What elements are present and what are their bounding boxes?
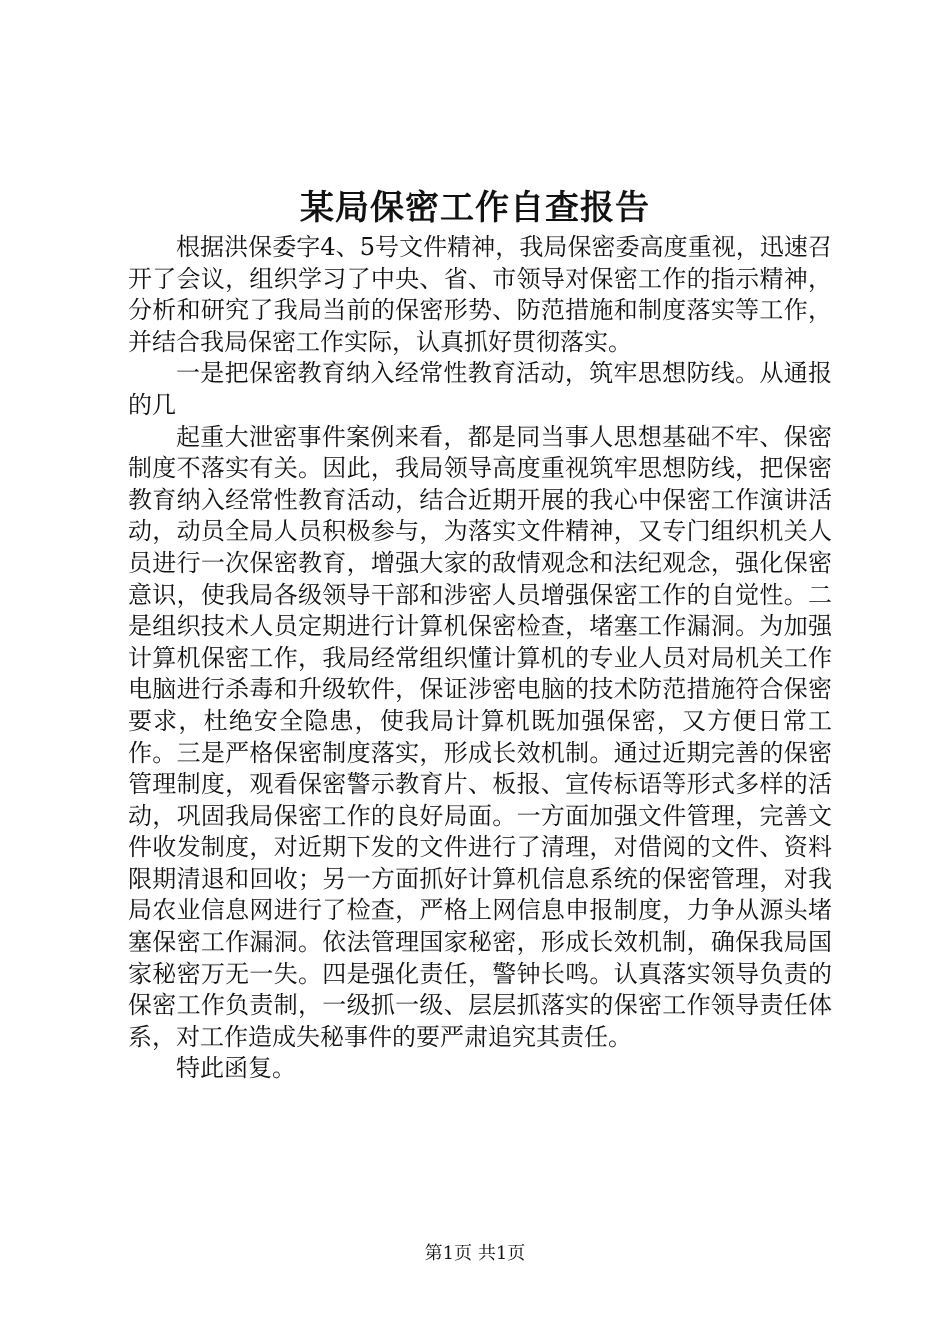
document-title: 某局保密工作自查报告: [300, 188, 650, 228]
page-footer: 第1页 共1页: [424, 1243, 526, 1264]
document-body: [128, 232, 832, 1085]
paragraph-point-one: 一是把保密教育纳入经常性教育活动，筑牢思想防线。从通报的几: [128, 359, 832, 419]
paragraph-main-body: 起重大泄密事件案例来看，都是同当事人思想基础不牢、保密制度不落实有关。因此，我局领导高度重视筑牢思想防线，把保密教育纳入经常性教育活动，结合近期开展的我心中保密工作演讲活动，动员全局人员积极参与，为落实文件精神，又专门组织机关人员进行一次保密教育，增强大家的敌情观念和法纪观念，强化保密意识，使我局各级领导干部和涉密人员增强保密工作的自觉性。二是组织技术人员定期进行计算机保密检查，堵塞工作漏洞。为加强计算机保密工作，我局经常组织懂计算机的专业人员对局机关工作电脑进行杀毒和升级软件，保证涉密电脑的技术防范措施符合保密要求，杜绝安全隐患，使我局计算机既加强保密，又方便日常工作。三是严格保密制度落实，形成长效机制。通过近期完善的保密管理制度，观看保密警示教育片、板报、宣传标语等形式多样的活动，巩固我局保密工作的良好局面。一方面加强文件管理，完善文件收发制度，对近期下发的文件进行了清理，对借阅的文件、资料限期清退和回收；另一方面抓好计算机信息系统的保密管理，对我局农业信息网进行了检查，严格上网信息申报制度，力争从源头堵塞保密工作漏洞。依法管理国家秘密，形成长效机制，确保我局国家秘密万无一失。四是强化责任，警钟长鸣。认真落实领导负责的保密工作负责制，一级抓一级、层层抓落实的保密工作领导责任体系，对工作造成失秘事件的要严肃追究其责任。: [128, 422, 832, 1051]
paragraph-intro: 根据洪保委字4、5号文件精神，我局保密委高度重视，迅速召开了会议，组织学习了中央、省、市领导对保密工作的指示精神，分析和研究了我局当前的保密形势、防范措施和制度落实等工作，并结合我局保密工作实际，认真抓好贯彻落实。: [128, 233, 832, 356]
paragraph-closing: 特此函复。: [176, 1054, 296, 1083]
